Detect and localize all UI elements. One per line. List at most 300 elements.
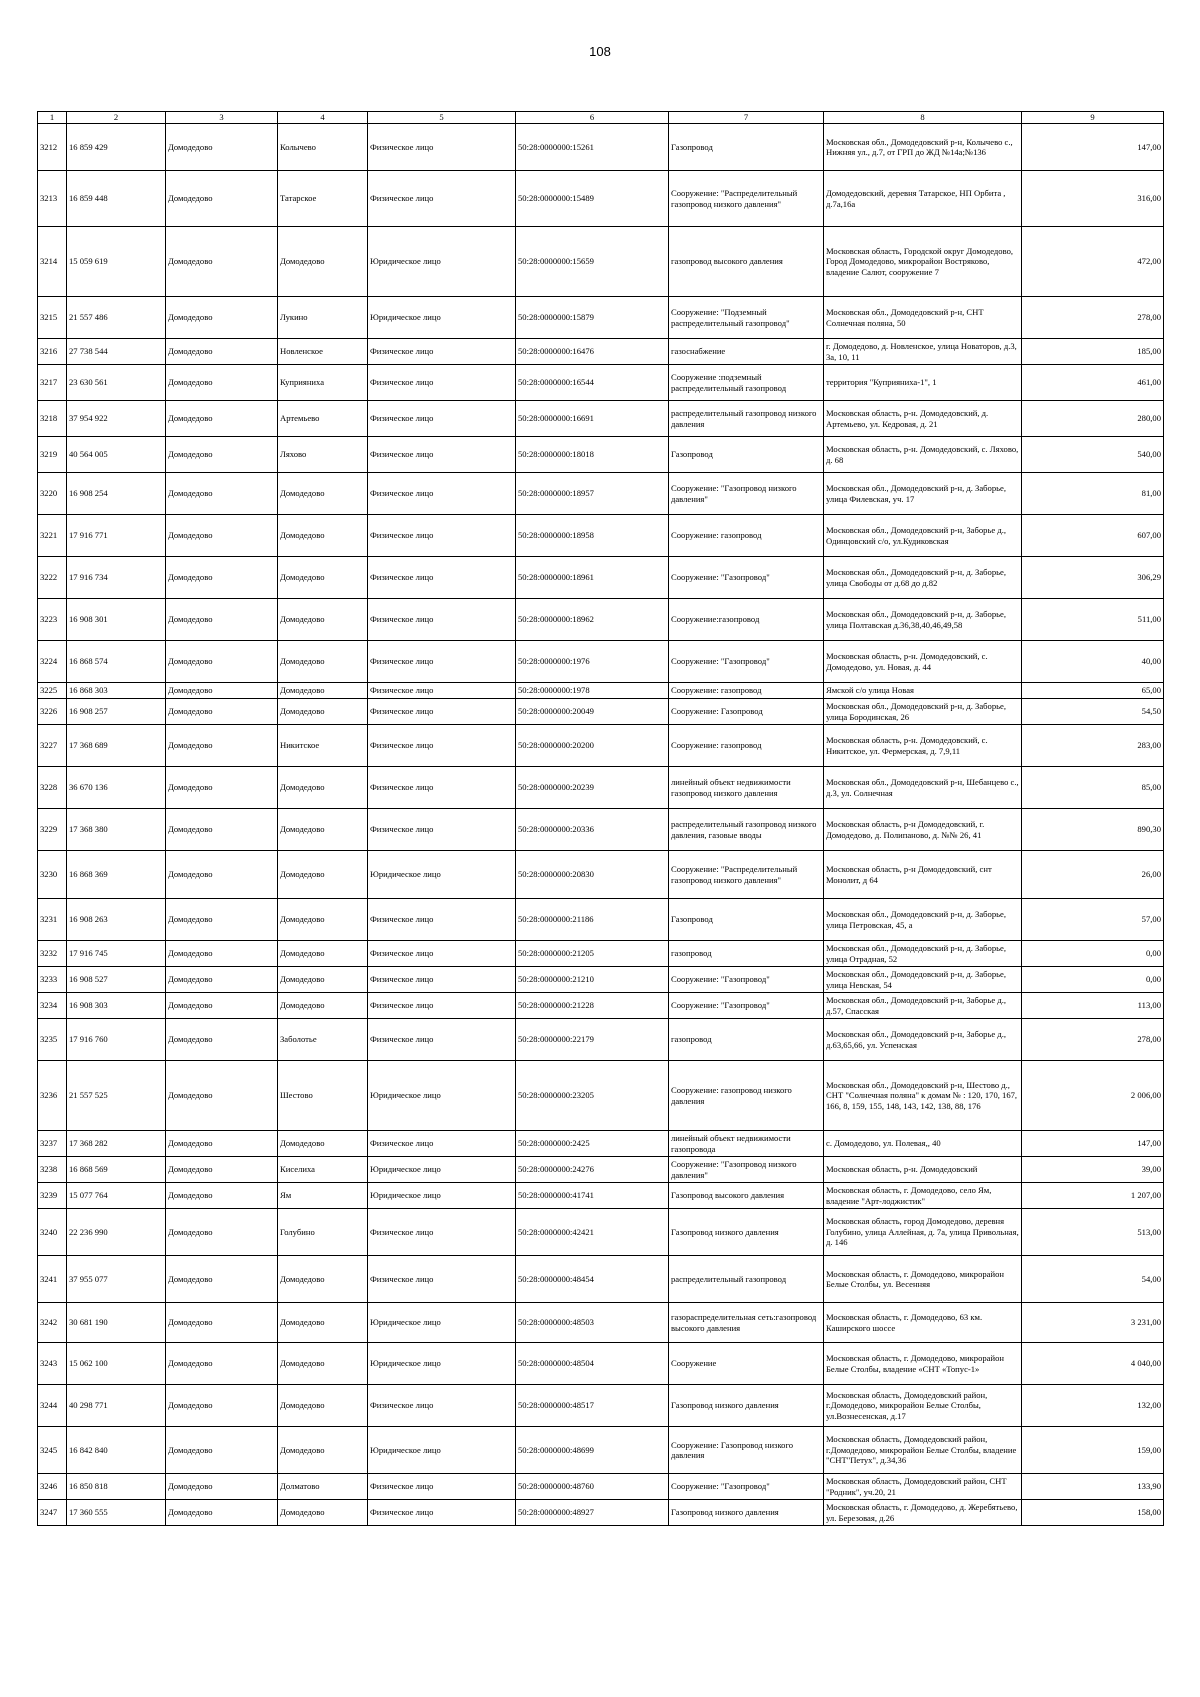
cell-settlement: Куприяниха bbox=[278, 365, 368, 401]
cell-address: Московская область, г. Домодедово, село Ям, владение "Арт-лоджистик" bbox=[824, 1183, 1022, 1209]
cell-object-name: распределительный газопровод низкого давления bbox=[669, 401, 824, 437]
cell-address: Московская область, г. Домодедово, д. Жеребятьево, ул. Березовая, д.26 bbox=[824, 1500, 1022, 1526]
cell-value: 472,00 bbox=[1022, 227, 1164, 297]
cell-object-name: Сооружение: "Подземный распределительный газопровод" bbox=[669, 297, 824, 339]
cell-row-number: 3232 bbox=[38, 941, 67, 967]
cell-settlement: Домодедово bbox=[278, 767, 368, 809]
cell-address: Ямской с/о улица Новая bbox=[824, 683, 1022, 699]
cell-code: 17 916 734 bbox=[67, 557, 166, 599]
cell-row-number: 3216 bbox=[38, 339, 67, 365]
cell-owner-type: Юридическое лицо bbox=[368, 227, 516, 297]
cell-value: 3 231,00 bbox=[1022, 1303, 1164, 1343]
table-row bbox=[38, 227, 1164, 297]
cell-owner-type: Физическое лицо bbox=[368, 171, 516, 227]
cell-cadastral-number: 50:28:0000000:42421 bbox=[516, 1209, 669, 1256]
cell-object-name: газораспределительная сеть:газопровод высокого давления bbox=[669, 1303, 824, 1343]
cell-district: Домодедово bbox=[166, 401, 278, 437]
cell-code: 16 908 527 bbox=[67, 967, 166, 993]
header-cell: 9 bbox=[1022, 112, 1164, 124]
cell-code: 37 955 077 bbox=[67, 1256, 166, 1303]
cell-value: 185,00 bbox=[1022, 339, 1164, 365]
cell-row-number: 3236 bbox=[38, 1061, 67, 1131]
cell-owner-type: Физическое лицо bbox=[368, 515, 516, 557]
table-row bbox=[38, 473, 1164, 515]
header-cell: 1 bbox=[38, 112, 67, 124]
cell-address: Московская область, г. Домодедово, 63 км. Каширского шоссе bbox=[824, 1303, 1022, 1343]
cell-district: Домодедово bbox=[166, 851, 278, 899]
cell-owner-type: Физическое лицо bbox=[368, 1019, 516, 1061]
cell-object-name: Сооружение: "Газопровод" bbox=[669, 641, 824, 683]
cell-district: Домодедово bbox=[166, 437, 278, 473]
cell-district: Домодедово bbox=[166, 941, 278, 967]
cell-row-number: 3214 bbox=[38, 227, 67, 297]
cell-code: 16 908 263 bbox=[67, 899, 166, 941]
cell-address: Московская область, р-н Домодедовский, снт Монолит, д 64 bbox=[824, 851, 1022, 899]
cell-owner-type: Физическое лицо bbox=[368, 699, 516, 725]
cell-code: 21 557 525 bbox=[67, 1061, 166, 1131]
table-row bbox=[38, 699, 1164, 725]
cell-address: Московская область, Домодедовский район, г.Домодедово, микрорайон Белые Столбы, владение "СНТ"Петух", д.34,36 bbox=[824, 1427, 1022, 1474]
cell-cadastral-number: 50:28:0000000:16476 bbox=[516, 339, 669, 365]
cell-district: Домодедово bbox=[166, 809, 278, 851]
cell-district: Домодедово bbox=[166, 1474, 278, 1500]
cell-value: 133,90 bbox=[1022, 1474, 1164, 1500]
cell-object-name: Сооружение: газопровод bbox=[669, 515, 824, 557]
cell-address: Московская обл., Домодедовский р-н, Заборье д., д.63,65,66, ул. Успенская bbox=[824, 1019, 1022, 1061]
cell-address: г. Домодедово, д. Новленское, улица Новаторов, д.3, 3а, 10, 11 bbox=[824, 339, 1022, 365]
cell-owner-type: Физическое лицо bbox=[368, 941, 516, 967]
header-row bbox=[38, 112, 1164, 124]
cell-address: Московская область, Домодедовский район, СНТ "Родник", уч.20, 21 bbox=[824, 1474, 1022, 1500]
cell-code: 17 916 745 bbox=[67, 941, 166, 967]
cell-address: Московская обл., Домодедовский р-н, д. Заборье, улица Петровская, 45, а bbox=[824, 899, 1022, 941]
cell-code: 30 681 190 bbox=[67, 1303, 166, 1343]
cell-row-number: 3241 bbox=[38, 1256, 67, 1303]
cell-address: Московская область, р-н. Домодедовский, с. Никитское, ул. Фермерская, д. 7,9,11 bbox=[824, 725, 1022, 767]
cell-district: Домодедово bbox=[166, 339, 278, 365]
cell-settlement: Домодедово bbox=[278, 993, 368, 1019]
cell-cadastral-number: 50:28:0000000:18962 bbox=[516, 599, 669, 641]
cell-district: Домодедово bbox=[166, 1183, 278, 1209]
cell-district: Домодедово bbox=[166, 683, 278, 699]
cell-object-name: Сооружение: газопровод bbox=[669, 725, 824, 767]
cell-address: Московская обл., Домодедовский р-н, Колычево с., Нижняя ул., д.7, от ГРП до ЖД №14а;№136 bbox=[824, 124, 1022, 171]
cell-address: Московская обл., Домодедовский р-н, д. Заборье, улица Бородинская, 26 bbox=[824, 699, 1022, 725]
cell-value: 540,00 bbox=[1022, 437, 1164, 473]
header-cell: 2 bbox=[67, 112, 166, 124]
cell-value: 159,00 bbox=[1022, 1427, 1164, 1474]
header-cell: 6 bbox=[516, 112, 669, 124]
cell-object-name: Газопровод bbox=[669, 124, 824, 171]
cell-owner-type: Физическое лицо bbox=[368, 767, 516, 809]
table-row bbox=[38, 1061, 1164, 1131]
table-row bbox=[38, 365, 1164, 401]
cell-object-name: Сооружение: "Газопровод низкого давления" bbox=[669, 473, 824, 515]
table-row bbox=[38, 124, 1164, 171]
cell-code: 22 236 990 bbox=[67, 1209, 166, 1256]
cell-address: Домодедовский, деревня Татарское, НП Орбита , д.7а,16а bbox=[824, 171, 1022, 227]
cell-row-number: 3212 bbox=[38, 124, 67, 171]
table-row bbox=[38, 339, 1164, 365]
cell-address: Московская обл., Домодедовский р-н, Шестово д., СНТ "Солнечная поляна" к домам № : 120, 170, 167, 166, 8, 159, 155, 148, 143, 142, 138, 88, 176 bbox=[824, 1061, 1022, 1131]
cell-settlement: Киселиха bbox=[278, 1157, 368, 1183]
cell-cadastral-number: 50:28:0000000:48699 bbox=[516, 1427, 669, 1474]
cell-row-number: 3233 bbox=[38, 967, 67, 993]
cell-value: 147,00 bbox=[1022, 1131, 1164, 1157]
cell-cadastral-number: 50:28:0000000:48927 bbox=[516, 1500, 669, 1526]
cell-value: 2 006,00 bbox=[1022, 1061, 1164, 1131]
cell-row-number: 3229 bbox=[38, 809, 67, 851]
cell-object-name: Газопровод низкого давления bbox=[669, 1385, 824, 1427]
cell-cadastral-number: 50:28:0000000:48760 bbox=[516, 1474, 669, 1500]
cell-settlement: Домодедово bbox=[278, 899, 368, 941]
cell-row-number: 3234 bbox=[38, 993, 67, 1019]
cell-value: 278,00 bbox=[1022, 297, 1164, 339]
cell-row-number: 3224 bbox=[38, 641, 67, 683]
cell-settlement: Шестово bbox=[278, 1061, 368, 1131]
cell-owner-type: Физическое лицо bbox=[368, 725, 516, 767]
cell-address: Московская обл., Домодедовский р-н, д. Заборье, улица Невская, 54 bbox=[824, 967, 1022, 993]
cell-address: Московская обл., Домодедовский р-н, Заборье д., д.57, Спасская bbox=[824, 993, 1022, 1019]
table-row bbox=[38, 993, 1164, 1019]
cell-settlement: Колычево bbox=[278, 124, 368, 171]
cell-value: 40,00 bbox=[1022, 641, 1164, 683]
cell-settlement: Домодедово bbox=[278, 227, 368, 297]
table-row bbox=[38, 1303, 1164, 1343]
cell-district: Домодедово bbox=[166, 1131, 278, 1157]
table-row bbox=[38, 437, 1164, 473]
cell-address: с. Домодедово, ул. Полевая,, 40 bbox=[824, 1131, 1022, 1157]
cell-code: 17 368 689 bbox=[67, 725, 166, 767]
cell-value: 57,00 bbox=[1022, 899, 1164, 941]
cell-value: 132,00 bbox=[1022, 1385, 1164, 1427]
cell-settlement: Ляхово bbox=[278, 437, 368, 473]
cell-code: 16 908 303 bbox=[67, 993, 166, 1019]
cell-cadastral-number: 50:28:0000000:21210 bbox=[516, 967, 669, 993]
cell-district: Домодедово bbox=[166, 297, 278, 339]
cell-value: 4 040,00 bbox=[1022, 1343, 1164, 1385]
cell-address: Московская обл., Домодедовский р-н, д. Заборье, улица Свободы от д.68 до д.82 bbox=[824, 557, 1022, 599]
cell-value: 158,00 bbox=[1022, 1500, 1164, 1526]
cell-cadastral-number: 50:28:0000000:23205 bbox=[516, 1061, 669, 1131]
cell-code: 40 298 771 bbox=[67, 1385, 166, 1427]
table-row bbox=[38, 941, 1164, 967]
cell-settlement: Домодедово bbox=[278, 473, 368, 515]
cell-object-name: Газопровод низкого давления bbox=[669, 1209, 824, 1256]
cell-value: 85,00 bbox=[1022, 767, 1164, 809]
table-row bbox=[38, 1474, 1164, 1500]
cell-owner-type: Физическое лицо bbox=[368, 1385, 516, 1427]
cell-value: 890,30 bbox=[1022, 809, 1164, 851]
table-row bbox=[38, 515, 1164, 557]
cell-settlement: Домодедово bbox=[278, 557, 368, 599]
cell-owner-type: Физическое лицо bbox=[368, 809, 516, 851]
cell-row-number: 3213 bbox=[38, 171, 67, 227]
cell-owner-type: Юридическое лицо bbox=[368, 1183, 516, 1209]
cell-cadastral-number: 50:28:0000000:21228 bbox=[516, 993, 669, 1019]
cell-object-name: линейный объект недвижимости газопровод низкого давления bbox=[669, 767, 824, 809]
table-row bbox=[38, 1209, 1164, 1256]
table-row bbox=[38, 1256, 1164, 1303]
cell-settlement: Домодедово bbox=[278, 1427, 368, 1474]
cell-row-number: 3226 bbox=[38, 699, 67, 725]
cell-owner-type: Физическое лицо bbox=[368, 599, 516, 641]
cell-value: 280,00 bbox=[1022, 401, 1164, 437]
cell-district: Домодедово bbox=[166, 967, 278, 993]
cell-settlement: Домодедово bbox=[278, 1131, 368, 1157]
cell-settlement: Никитское bbox=[278, 725, 368, 767]
cell-settlement: Домодедово bbox=[278, 1385, 368, 1427]
cell-cadastral-number: 50:28:0000000:22179 bbox=[516, 1019, 669, 1061]
cell-settlement: Заболотье bbox=[278, 1019, 368, 1061]
cell-object-name: Сооружение: "Газопровод" bbox=[669, 1474, 824, 1500]
cell-code: 37 954 922 bbox=[67, 401, 166, 437]
cell-object-name: Сооружение: "Газопровод" bbox=[669, 993, 824, 1019]
cell-object-name: Газопровод низкого давления bbox=[669, 1500, 824, 1526]
cell-owner-type: Физическое лицо bbox=[368, 993, 516, 1019]
cell-row-number: 3231 bbox=[38, 899, 67, 941]
cell-value: 0,00 bbox=[1022, 967, 1164, 993]
table-row bbox=[38, 1385, 1164, 1427]
cell-owner-type: Физическое лицо bbox=[368, 1500, 516, 1526]
cell-owner-type: Физическое лицо bbox=[368, 473, 516, 515]
cell-district: Домодедово bbox=[166, 767, 278, 809]
cell-code: 16 908 301 bbox=[67, 599, 166, 641]
cell-owner-type: Физическое лицо bbox=[368, 641, 516, 683]
cell-settlement: Домодедово bbox=[278, 599, 368, 641]
cell-cadastral-number: 50:28:0000000:20336 bbox=[516, 809, 669, 851]
table-row bbox=[38, 899, 1164, 941]
cell-address: Московская область, Домодедовский район, г.Домодедово, микрорайон Белые Столбы, ул.Вознесенская, д.17 bbox=[824, 1385, 1022, 1427]
cell-owner-type: Физическое лицо bbox=[368, 1131, 516, 1157]
cell-row-number: 3221 bbox=[38, 515, 67, 557]
cell-address: Московская область, г. Домодедово, микрорайон Белые Столбы, владение «СНТ «Топус-1» bbox=[824, 1343, 1022, 1385]
table-row bbox=[38, 725, 1164, 767]
cell-row-number: 3218 bbox=[38, 401, 67, 437]
cell-address: Московская область, р-н. Домодедовский, д. Артемьево, ул. Кедровая, д. 21 bbox=[824, 401, 1022, 437]
cell-address: территория "Куприяниха-1", 1 bbox=[824, 365, 1022, 401]
cell-code: 16 868 303 bbox=[67, 683, 166, 699]
cell-cadastral-number: 50:28:0000000:21186 bbox=[516, 899, 669, 941]
cell-value: 316,00 bbox=[1022, 171, 1164, 227]
cell-object-name: Сооружение:газопровод bbox=[669, 599, 824, 641]
cell-cadastral-number: 50:28:0000000:48503 bbox=[516, 1303, 669, 1343]
cell-row-number: 3243 bbox=[38, 1343, 67, 1385]
cell-owner-type: Юридическое лицо bbox=[368, 297, 516, 339]
cell-district: Домодедово bbox=[166, 171, 278, 227]
cell-row-number: 3215 bbox=[38, 297, 67, 339]
cell-cadastral-number: 50:28:0000000:18961 bbox=[516, 557, 669, 599]
cell-district: Домодедово bbox=[166, 557, 278, 599]
cell-object-name: Сооружение bbox=[669, 1343, 824, 1385]
cell-address: Московская обл., Домодедовский р-н, д. Заборье, улица Полтавская д.36,38,40,46,49,58 bbox=[824, 599, 1022, 641]
cell-settlement: Домодедово bbox=[278, 683, 368, 699]
cell-row-number: 3230 bbox=[38, 851, 67, 899]
cell-value: 54,50 bbox=[1022, 699, 1164, 725]
table-row bbox=[38, 809, 1164, 851]
cell-district: Домодедово bbox=[166, 1343, 278, 1385]
table-row bbox=[38, 1427, 1164, 1474]
cell-row-number: 3225 bbox=[38, 683, 67, 699]
cell-row-number: 3242 bbox=[38, 1303, 67, 1343]
cell-object-name: Сооружение: газопровод bbox=[669, 683, 824, 699]
cell-object-name: Сооружение :подземный распределительный газопровод bbox=[669, 365, 824, 401]
cell-value: 1 207,00 bbox=[1022, 1183, 1164, 1209]
cell-value: 65,00 bbox=[1022, 683, 1164, 699]
cell-cadastral-number: 50:28:0000000:41741 bbox=[516, 1183, 669, 1209]
cell-code: 21 557 486 bbox=[67, 297, 166, 339]
cell-object-name: Газопровод bbox=[669, 899, 824, 941]
cell-district: Домодедово bbox=[166, 1061, 278, 1131]
cell-cadastral-number: 50:28:0000000:1978 bbox=[516, 683, 669, 699]
cell-cadastral-number: 50:28:0000000:16691 bbox=[516, 401, 669, 437]
table-row bbox=[38, 599, 1164, 641]
cell-row-number: 3247 bbox=[38, 1500, 67, 1526]
cell-object-name: Сооружение: газопровод низкого давления bbox=[669, 1061, 824, 1131]
cell-settlement: Лукино bbox=[278, 297, 368, 339]
cell-value: 0,00 bbox=[1022, 941, 1164, 967]
cell-row-number: 3220 bbox=[38, 473, 67, 515]
cell-cadastral-number: 50:28:0000000:15879 bbox=[516, 297, 669, 339]
cell-code: 16 908 257 bbox=[67, 699, 166, 725]
cell-district: Домодедово bbox=[166, 1256, 278, 1303]
cell-owner-type: Физическое лицо bbox=[368, 1256, 516, 1303]
table-row bbox=[38, 641, 1164, 683]
cell-settlement: Домодедово bbox=[278, 967, 368, 993]
cell-cadastral-number: 50:28:0000000:48517 bbox=[516, 1385, 669, 1427]
cell-owner-type: Юридическое лицо bbox=[368, 1427, 516, 1474]
cell-value: 283,00 bbox=[1022, 725, 1164, 767]
cell-row-number: 3223 bbox=[38, 599, 67, 641]
cell-owner-type: Физическое лицо bbox=[368, 437, 516, 473]
cell-object-name: Сооружение: "Газопровод" bbox=[669, 967, 824, 993]
cell-address: Московская область, р-н Домодедовский, г. Домодедово, д. Полипаново, д. №№ 26, 41 bbox=[824, 809, 1022, 851]
cell-object-name: газоснабжение bbox=[669, 339, 824, 365]
cell-district: Домодедово bbox=[166, 725, 278, 767]
cell-cadastral-number: 50:28:0000000:48504 bbox=[516, 1343, 669, 1385]
cell-district: Домодедово bbox=[166, 515, 278, 557]
header-cell: 3 bbox=[166, 112, 278, 124]
cell-cadastral-number: 50:28:0000000:18958 bbox=[516, 515, 669, 557]
cell-district: Домодедово bbox=[166, 599, 278, 641]
cell-row-number: 3222 bbox=[38, 557, 67, 599]
cell-district: Домодедово bbox=[166, 699, 278, 725]
cell-owner-type: Физическое лицо bbox=[368, 124, 516, 171]
cell-row-number: 3239 bbox=[38, 1183, 67, 1209]
cell-address: Московская область, г. Домодедово, микрорайон Белые Столбы, ул. Весенняя bbox=[824, 1256, 1022, 1303]
cell-cadastral-number: 50:28:0000000:1976 bbox=[516, 641, 669, 683]
table-row bbox=[38, 1500, 1164, 1526]
table-row bbox=[38, 683, 1164, 699]
cell-settlement: Домодедово bbox=[278, 809, 368, 851]
cell-district: Домодедово bbox=[166, 227, 278, 297]
cell-settlement: Татарское bbox=[278, 171, 368, 227]
cell-cadastral-number: 50:28:0000000:20830 bbox=[516, 851, 669, 899]
table-row bbox=[38, 1183, 1164, 1209]
cell-owner-type: Юридическое лицо bbox=[368, 1343, 516, 1385]
cell-settlement: Домодедово bbox=[278, 641, 368, 683]
cell-settlement: Домодедово bbox=[278, 515, 368, 557]
cell-cadastral-number: 50:28:0000000:18957 bbox=[516, 473, 669, 515]
table-row bbox=[38, 401, 1164, 437]
cell-object-name: Газопровод высокого давления bbox=[669, 1183, 824, 1209]
cell-row-number: 3238 bbox=[38, 1157, 67, 1183]
cell-object-name: Сооружение: "Газопровод низкого давления" bbox=[669, 1157, 824, 1183]
cell-value: 81,00 bbox=[1022, 473, 1164, 515]
cell-row-number: 3245 bbox=[38, 1427, 67, 1474]
table-row bbox=[38, 967, 1164, 993]
cell-value: 26,00 bbox=[1022, 851, 1164, 899]
cell-code: 16 868 369 bbox=[67, 851, 166, 899]
cell-value: 54,00 bbox=[1022, 1256, 1164, 1303]
cell-address: Московская обл., Домодедовский р-н, д. Заборье, улица Отрадная, 52 bbox=[824, 941, 1022, 967]
cell-district: Домодедово bbox=[166, 124, 278, 171]
cell-district: Домодедово bbox=[166, 365, 278, 401]
cell-owner-type: Юридическое лицо bbox=[368, 1157, 516, 1183]
cell-object-name: газопровод bbox=[669, 1019, 824, 1061]
cell-district: Домодедово bbox=[166, 1019, 278, 1061]
cell-settlement: Ям bbox=[278, 1183, 368, 1209]
cell-owner-type: Физическое лицо bbox=[368, 339, 516, 365]
cell-owner-type: Юридическое лицо bbox=[368, 851, 516, 899]
cell-code: 17 916 760 bbox=[67, 1019, 166, 1061]
cell-address: Московская область, р-н. Домодедовский, с. Домодедово, ул. Новая, д. 44 bbox=[824, 641, 1022, 683]
cell-settlement: Домодедово bbox=[278, 1256, 368, 1303]
cell-cadastral-number: 50:28:0000000:48454 bbox=[516, 1256, 669, 1303]
cell-object-name: газопровод высокого давления bbox=[669, 227, 824, 297]
cell-settlement: Домодедово bbox=[278, 1500, 368, 1526]
cell-value: 461,00 bbox=[1022, 365, 1164, 401]
cell-code: 17 916 771 bbox=[67, 515, 166, 557]
table-row bbox=[38, 1131, 1164, 1157]
table-row bbox=[38, 297, 1164, 339]
cell-cadastral-number: 50:28:0000000:15261 bbox=[516, 124, 669, 171]
cell-owner-type: Физическое лицо bbox=[368, 365, 516, 401]
cell-settlement: Домодедово bbox=[278, 1343, 368, 1385]
cell-code: 15 077 764 bbox=[67, 1183, 166, 1209]
cell-code: 17 368 380 bbox=[67, 809, 166, 851]
cell-cadastral-number: 50:28:0000000:20200 bbox=[516, 725, 669, 767]
table-row bbox=[38, 1157, 1164, 1183]
cell-value: 278,00 bbox=[1022, 1019, 1164, 1061]
cell-row-number: 3237 bbox=[38, 1131, 67, 1157]
cell-object-name: Сооружение: "Газопровод" bbox=[669, 557, 824, 599]
cell-code: 16 908 254 bbox=[67, 473, 166, 515]
table-row bbox=[38, 1019, 1164, 1061]
cell-code: 16 842 840 bbox=[67, 1427, 166, 1474]
cell-settlement: Домодедово bbox=[278, 851, 368, 899]
cell-owner-type: Физическое лицо bbox=[368, 1209, 516, 1256]
cell-address: Московская обл., Домодедовский р-н, СНТ Солнечная поляна, 50 bbox=[824, 297, 1022, 339]
header-cell: 5 bbox=[368, 112, 516, 124]
cell-settlement: Домодедово bbox=[278, 941, 368, 967]
cell-address: Московская область, город Домодедово, деревня Голубино, улица Аллейная, д. 7а, улица Привольная, д. 146 bbox=[824, 1209, 1022, 1256]
cell-owner-type: Юридическое лицо bbox=[368, 1303, 516, 1343]
cell-owner-type: Физическое лицо bbox=[368, 967, 516, 993]
page-number: 108 bbox=[589, 44, 611, 59]
cell-value: 607,00 bbox=[1022, 515, 1164, 557]
cell-value: 113,00 bbox=[1022, 993, 1164, 1019]
cell-object-name: Сооружение: "Распределительный газопровод низкого давления" bbox=[669, 171, 824, 227]
cell-cadastral-number: 50:28:0000000:15489 bbox=[516, 171, 669, 227]
table-row bbox=[38, 1343, 1164, 1385]
cell-row-number: 3228 bbox=[38, 767, 67, 809]
header-cell: 4 bbox=[278, 112, 368, 124]
cell-district: Домодедово bbox=[166, 1303, 278, 1343]
cell-cadastral-number: 50:28:0000000:20049 bbox=[516, 699, 669, 725]
cell-owner-type: Физическое лицо bbox=[368, 1474, 516, 1500]
header-cell: 8 bbox=[824, 112, 1022, 124]
